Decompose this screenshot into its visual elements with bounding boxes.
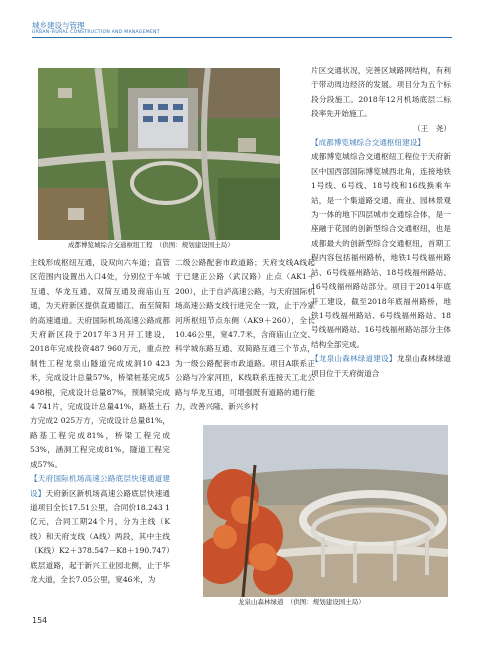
col3-paragraph-3: 龙泉山森林绿道项目位于天府街道合 (311, 354, 452, 378)
aerial-photo (38, 68, 280, 240)
col1-paragraph-1: 主线形成枢纽互通，设双向六车道；直管区范围内设置出入口4处，分别位于车城互通、华龙互通、双简互通及商庙山互通，为天府新区提供直通德江、南至简阳的高速通道。天府国际机场高速公路成都天府新区段于2017年3月开工建设，2018年完成投资487 960万元，重点控制性工程龙泉山隧道完成成洞10 423米，完成设计总量57%，桥梁桩基完成5 498根，完成设计总量87%，预制梁完成4 741片，完成设计总量41%，路基土石方完成2 025万方，完成设计总量81%，路基工程完成81%，桥梁工程完成53%，涵洞工程完成81%，隧道工程完成57%。 (30, 258, 170, 469)
bridge-caption: 龙泉山森林绿道 （供图：规划建设国土局） (238, 598, 365, 606)
header-title: 城乡建设与管理 (32, 21, 85, 30)
header-rule (32, 37, 452, 38)
page-number: 154 (32, 616, 48, 625)
col1-section-heading: 【天府国际机场高速公路底层快速通道建设】 (30, 474, 170, 498)
column-1 (30, 256, 170, 587)
col3-author: （王 尧） (413, 123, 451, 133)
col2-paragraph-1: 二级公路配套市政道路；天府支线A线起于已建正公路（武汉路）止点（AK1＋200），止于自泸高速公路，与天府国际机场高速公路支线行进完全一致，止于冷家河所枢纽节点东侧（AK9＋260），全长10.46公里，宽47.7米，含商庙山立交、科学城东路互通、双简路互通三个节点，为一级公路配套市政道路。项目A联系正公路与冷家河匝，K线联系连接天工北公路与华龙互通，可增强既有道路的通行能力，改善兴隆、新兴乡村 (175, 258, 315, 412)
bridge-photo (203, 425, 448, 597)
header-subtitle: URBAN–RURAL CONSTRUCTION AND MANAGEMENT (32, 30, 160, 35)
column-2 (175, 256, 315, 414)
col3-section-heading-1: 【成都博览城综合交通枢纽建设】 (311, 138, 425, 148)
column-3 (311, 64, 451, 381)
col3-section-heading-2: 【龙泉山森林绿道建设】 (311, 354, 397, 364)
aerial-caption: 成都博览城综合交通枢纽工程 （供图：规划建设国土局） (68, 241, 234, 249)
col3-paragraph-2: 成都博览城综合交通枢纽工程位于天府新区中国西部国际博览城西北角，连接地铁1号线、6号线、18号线和16线换乘车站，是一个集道路交通、商业、园林景观为一体的地下四层城市交通综合体，是一座融于花园的创新型综合交通枢纽，也是成都最大的创新型综合交通枢纽，首期工程内容包括福州路桥，地铁1号线福州路站、6号线福州路站、18号线福州路站、16号线福州路站部分。项目于2014年底开工建设，截至2018年底福州路桥，地铁1号线福州路站、6号线福州路站、18号线福州路站、16号线福州路站部分主体结构全部完成。 (311, 152, 451, 349)
col3-paragraph-1: 片区交通状况，完善区域路网结构，有利于带动周边经济的发展。项目分为五个标段分段施工。2018年12月机场底层二标段率先开始施工。 (311, 66, 451, 119)
col1-paragraph-2: 天府新区新机场高速公路底层快速通道项目全长17.51公里，合同价18.243 1亿元，合同工期24个月，分为主线（K线）和天府支线（A线）两段，其中主线（K线）K2＋378.547－K8＋190.747）底层道路，起于新兴工业园北侧，止于华龙大道，全长7.05公里，宽46米，为 (30, 488, 170, 584)
